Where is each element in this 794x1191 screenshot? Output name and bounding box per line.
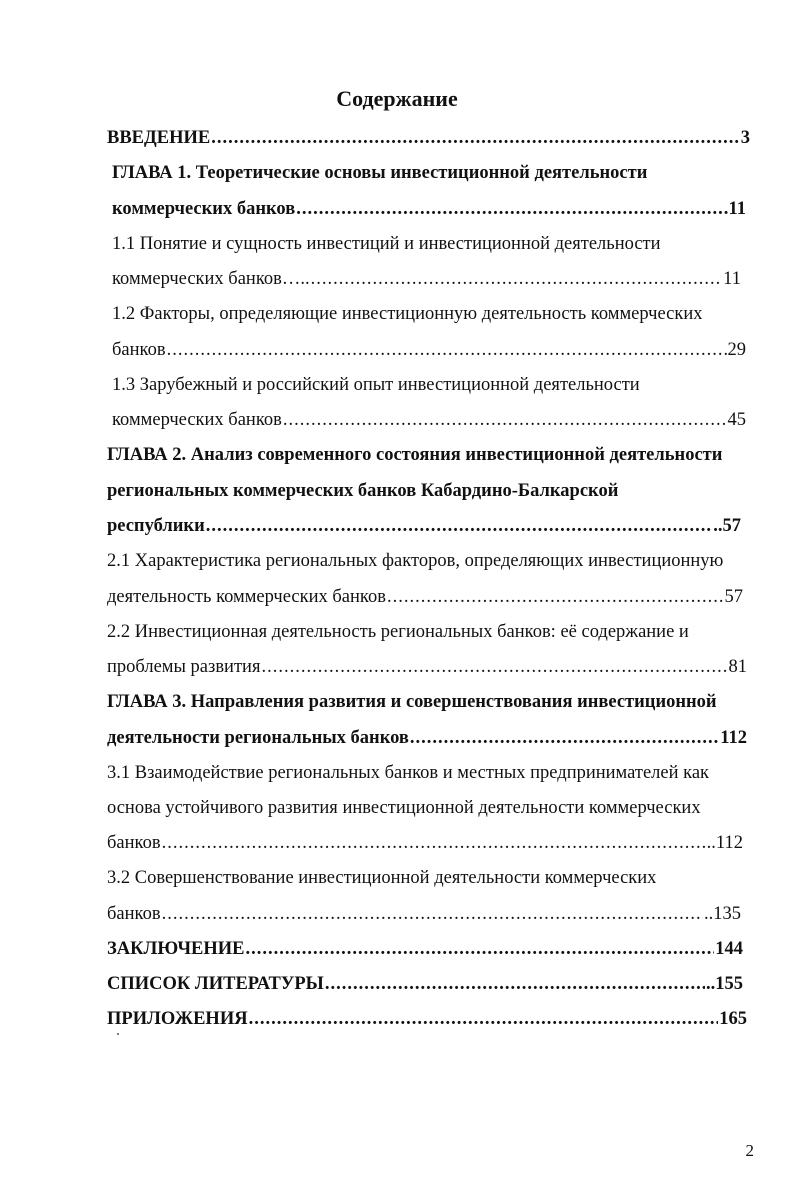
dot-leader xyxy=(387,585,724,609)
toc-page-number: ..135 xyxy=(704,904,741,924)
toc-entry-text: ВВЕДЕНИЕ xyxy=(107,128,211,148)
toc-entry-chapter-2 xyxy=(107,514,741,538)
toc-page-number: 165 xyxy=(719,1009,747,1029)
toc-page-number: ..57 xyxy=(713,516,741,536)
toc-page-number: 11 xyxy=(723,269,741,289)
toc-page-number: 29 xyxy=(727,340,746,360)
toc-chapter-1-line: ГЛАВА 1. Теоретические основы инвестиционной деятельности xyxy=(112,163,648,183)
toc-section-1-3-line: 1.3 Зарубежный и российский опыт инвестиционной деятельности xyxy=(112,375,640,395)
toc-entry-section-2-1 xyxy=(107,585,743,609)
toc-section-1-2-line: 1.2 Факторы, определяющие инвестиционную деятельность коммерческих xyxy=(112,304,703,324)
toc-entry-text: деятельности региональных банков xyxy=(107,728,409,748)
toc-chapter-3-line: ГЛАВА 3. Направления развития и совершенствования инвестиционной xyxy=(107,692,717,712)
toc-page-number: ..112 xyxy=(706,833,743,853)
toc-entry-text: коммерческих банков….. xyxy=(112,269,310,289)
dot-leader xyxy=(211,126,740,150)
toc-section-1-1-line: 1.1 Понятие и сущность инвестиций и инвестиционной деятельности xyxy=(112,234,661,254)
dot-leader xyxy=(261,655,727,679)
toc-entry-text: ПРИЛОЖЕНИЯ xyxy=(107,1009,248,1029)
toc-entry-text: республики xyxy=(107,516,205,536)
toc-entry-text: СПИСОК ЛИТЕРАТУРЫ xyxy=(107,974,324,994)
toc-entry-section-2-2 xyxy=(107,655,747,679)
toc-entry-text: коммерческих банков xyxy=(112,410,282,430)
dot-leader xyxy=(283,408,727,432)
toc-entry-section-3-1 xyxy=(107,831,743,855)
toc-entry-text: коммерческих банков xyxy=(112,199,296,219)
dot-leader xyxy=(410,726,719,750)
toc-page-number: 3 xyxy=(740,128,750,148)
toc-section-2-2-line: 2.2 Инвестиционная деятельность региональных банков: её содержание и xyxy=(107,622,689,642)
dot-leader xyxy=(325,972,705,996)
toc-page-number: 81 xyxy=(728,657,747,677)
scan-speck xyxy=(117,1033,119,1035)
toc-page-number: 11 xyxy=(728,199,746,219)
dot-leader xyxy=(311,267,723,291)
page-title: Содержание xyxy=(336,86,458,111)
toc-entry-text: банков xyxy=(107,833,161,853)
toc-entry-chapter-3 xyxy=(107,726,747,750)
toc-entry-appendices xyxy=(107,1007,747,1031)
toc-entry-text: проблемы развития xyxy=(107,657,261,677)
toc-page-number: 144 xyxy=(715,939,743,959)
toc-entry-text: банков xyxy=(112,340,166,360)
page-number: 2 xyxy=(745,1141,754,1160)
dot-leader xyxy=(246,937,715,961)
dot-leader xyxy=(162,831,706,855)
toc-entry-chapter-1 xyxy=(112,197,746,221)
toc-entry-intro xyxy=(107,126,750,150)
toc-page-number: 112 xyxy=(720,728,747,748)
dot-leader xyxy=(206,514,713,538)
toc-entry-references xyxy=(107,972,743,996)
toc-page-number: 57 xyxy=(724,587,743,607)
toc-section-2-1-line: 2.1 Характеристика региональных факторов, определяющих инвестиционную xyxy=(107,551,724,571)
dot-leader xyxy=(296,197,727,221)
toc-chapter-2-line: ГЛАВА 2. Анализ современного состояния инвестиционной деятельности xyxy=(107,445,723,465)
toc-entry-conclusion xyxy=(107,937,743,961)
toc-section-3-2-line: 3.2 Совершенствование инвестиционной деятельности коммерческих xyxy=(107,868,657,888)
dot-leader xyxy=(162,902,703,926)
toc-page-number: 45 xyxy=(727,410,746,430)
toc-entry-section-1-1 xyxy=(112,267,741,291)
dot-leader xyxy=(167,338,727,362)
toc-entry-text: ЗАКЛЮЧЕНИЕ xyxy=(107,939,245,959)
dot-leader xyxy=(249,1007,719,1031)
toc-entry-section-1-3 xyxy=(112,408,746,432)
toc-entry-text: деятельность коммерческих банков xyxy=(107,587,386,607)
toc-section-3-1-line: основа устойчивого развития инвестиционной деятельности коммерческих xyxy=(107,798,701,818)
toc-section-3-1-line: 3.1 Взаимодействие региональных банков и местных предпринимателей как xyxy=(107,763,710,783)
toc-entry-section-1-2 xyxy=(112,338,746,362)
toc-page-number: ..155 xyxy=(706,974,743,994)
toc-entry-text: банков xyxy=(107,904,161,924)
toc-chapter-2-line: региональных коммерческих банков Кабардино-Балкарской xyxy=(107,481,619,501)
toc-entry-section-3-2 xyxy=(107,902,741,926)
